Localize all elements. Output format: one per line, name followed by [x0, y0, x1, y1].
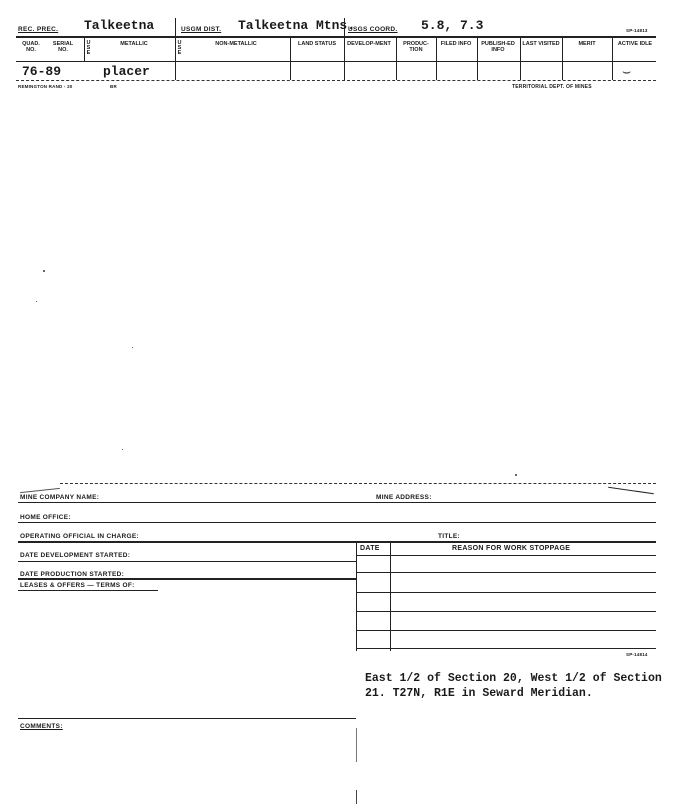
location-description	[365, 671, 662, 701]
divider	[612, 38, 613, 80]
scan-speck	[122, 449, 123, 450]
col-last-visited: LAST VISITED	[522, 41, 560, 47]
form-code-bottom: SP-14814	[626, 652, 648, 657]
rule	[18, 578, 356, 580]
table-border	[356, 541, 357, 651]
rule	[18, 541, 656, 543]
col-serial: SERIAL NO.	[52, 41, 74, 53]
rec-prec-value: Talkeetna	[84, 18, 155, 33]
active-check-mark: ⌣	[622, 64, 632, 80]
leases-offers-label: LEASES & OFFERS — TERMS OF:	[20, 582, 135, 589]
table-rule	[356, 592, 656, 593]
divider	[520, 38, 521, 80]
col-merit: MERIT	[578, 41, 596, 47]
date-development-started-label: DATE DEVELOPMENT STARTED:	[20, 552, 131, 559]
col-published-info: PUBLISH-ED INFO	[481, 41, 515, 53]
col-active-idle: ACTIVE IDLE	[617, 41, 653, 47]
footer-right: TERRITORIAL DEPT. OF MINES	[512, 84, 592, 90]
footer-left: REMINGTON RAND - 20	[18, 84, 73, 89]
divider	[562, 38, 563, 80]
rule	[18, 561, 356, 562]
mine-company-name-label: MINE COMPANY NAME:	[20, 494, 100, 501]
divider	[344, 18, 345, 80]
col-quad: QUAD. NO.	[22, 41, 40, 53]
date-column-header: DATE	[360, 545, 380, 552]
rule	[18, 502, 656, 503]
divider	[290, 38, 291, 80]
usgs-coord-label: USGS COORD.	[348, 26, 398, 33]
footer-left-code: BR	[110, 84, 117, 89]
col-use-metallic: U S E	[86, 40, 91, 56]
location-line-1: East 1/2 of Section 20, West 1/2 of Section	[365, 672, 662, 685]
row-bottom-rule	[16, 80, 656, 81]
card-top-dashed-rule	[60, 483, 656, 484]
header-rule	[16, 36, 656, 38]
scan-stroke	[356, 790, 357, 804]
scan-speck	[43, 270, 45, 272]
divider	[175, 18, 176, 80]
scan-speck	[132, 347, 133, 348]
scan-stroke	[20, 488, 60, 493]
divider	[84, 38, 85, 62]
table-rule	[356, 611, 656, 612]
reason-column-header: REASON FOR WORK STOPPAGE	[452, 545, 571, 552]
table-rule	[356, 572, 656, 573]
col-filed-info: FILED INFO	[440, 41, 472, 47]
rule	[18, 718, 356, 719]
date-production-started-label: DATE PRODUCTION STARTED:	[20, 571, 125, 578]
title-label: TITLE:	[438, 533, 461, 540]
table-rule	[356, 555, 656, 556]
col-land-status: LAND STATUS	[298, 41, 336, 47]
scan-stroke	[356, 728, 357, 762]
rec-prec-label: REC. PREC.	[18, 26, 59, 33]
metallic-value: placer	[103, 64, 150, 79]
divider	[436, 38, 437, 80]
table-rule	[356, 648, 656, 649]
divider	[396, 38, 397, 80]
comments-label: COMMENTS:	[20, 723, 63, 730]
table-rule	[356, 630, 656, 631]
location-line-2: 21. T27N, R1E in Seward Meridian.	[365, 687, 593, 700]
operating-official-label: OPERATING OFFICIAL IN CHARGE:	[20, 533, 139, 540]
col-use-nonmetallic: U S E	[177, 40, 182, 56]
rule	[18, 522, 656, 523]
scan-speck	[36, 301, 37, 302]
divider	[477, 38, 478, 80]
scan-stroke	[608, 487, 654, 494]
col-development: DEVELOP-MENT	[347, 41, 391, 47]
table-border	[390, 541, 391, 651]
serial-value: 76-89	[22, 64, 62, 79]
scan-speck	[515, 474, 517, 476]
column-header-rule	[16, 61, 656, 62]
col-metallic: METALLIC	[120, 41, 148, 47]
home-office-label: HOME OFFICE:	[20, 514, 71, 521]
usgm-dist-value: Talkeetna Mtns.	[238, 18, 356, 33]
rule	[18, 590, 158, 591]
form-code-top: SP-14813	[626, 28, 648, 33]
usgs-coord-value: 5.8, 7.3	[421, 18, 484, 33]
col-non-metallic: NON-METALLIC	[215, 41, 257, 47]
usgm-dist-label: USGM DIST.	[181, 26, 222, 33]
mine-address-label: MINE ADDRESS:	[376, 494, 432, 501]
col-production: PRODUC-TION	[403, 41, 429, 53]
